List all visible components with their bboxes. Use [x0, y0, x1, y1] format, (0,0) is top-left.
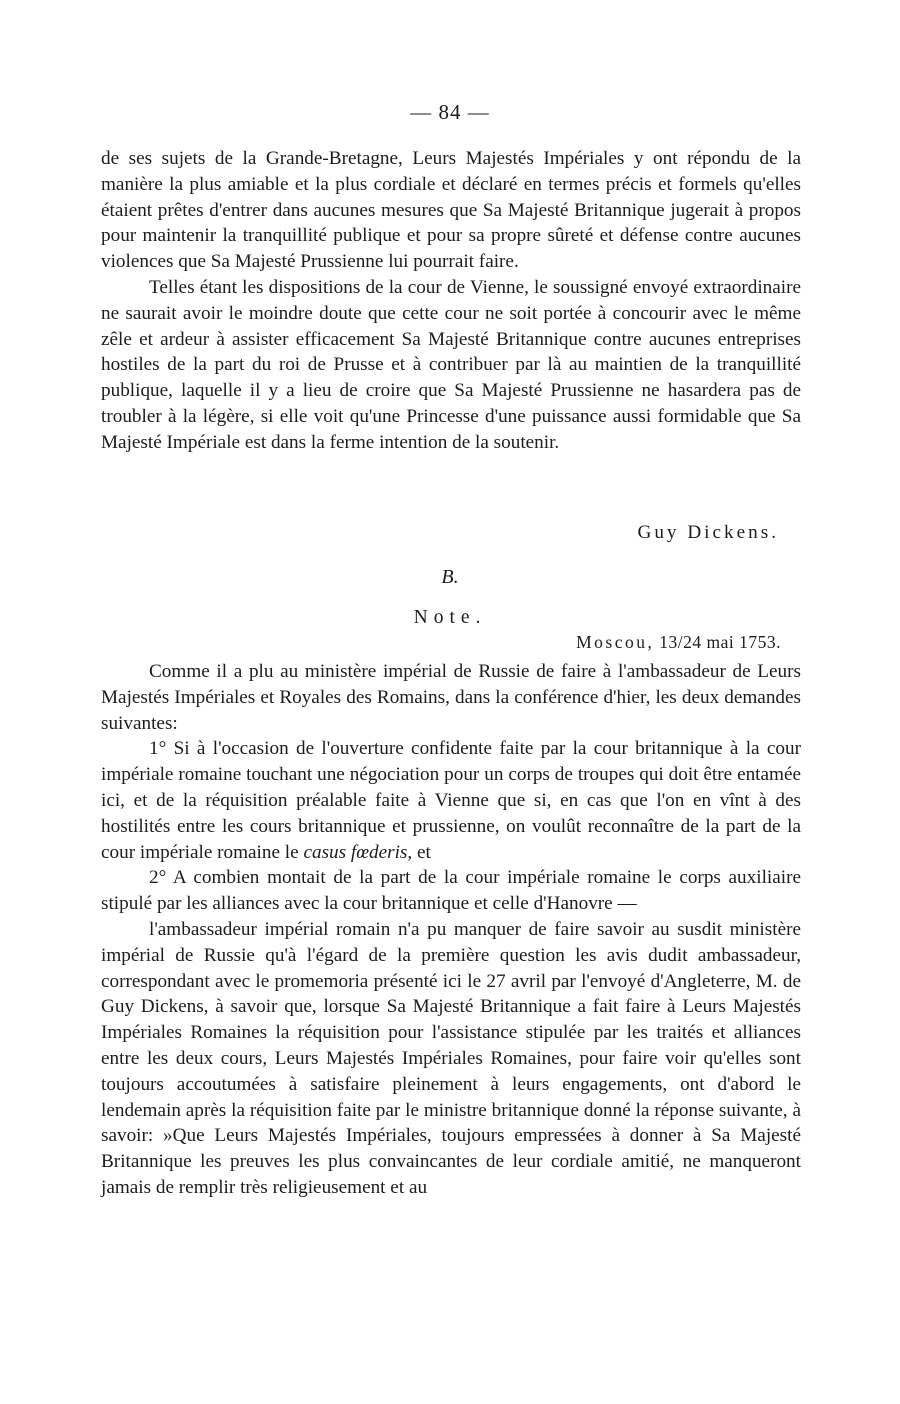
paragraph: 2° A combien montait de la part de la cour impériale romaine le corps auxiliaire stipulé par les alliances avec la cour britannique et celle d'Hanovre —	[101, 867, 801, 915]
body-text-top	[101, 146, 801, 456]
paragraph	[101, 736, 801, 865]
paragraph-text: 1° Si à l'occasion de l'ouverture confidente faite par la cour britannique à la cour impériale romaine touchant une négociation pour un corps de troupes qui doit être entamée ici, et de la réquisition préalable faite à Vienne que si, en cas que l'on en vînt à des hostilités entre les cours britannique et prussienne, on voulût reconnaître de la part de la cour impériale romaine le	[101, 738, 801, 863]
note-title: Note.	[413, 607, 487, 628]
italic-term: casus fœderis	[303, 841, 408, 863]
paragraph: de ses sujets de la Grande-Bretagne, Leurs Majestés Impériales y ont répondu de la manière la plus amiable et la plus cordiale et déclaré en termes précis et formels qu'elles étaient prêtes d'entrer dans aucunes mesures que Sa Majesté Britannique jugerait à propos pour maintenir la tranquillité publique et pour sa propre sûreté et défense contre aucunes violences que Sa Majesté Prussienne lui pourrait faire.	[101, 148, 801, 273]
paragraph: Comme il a plu au ministère impérial de Russie de faire à l'ambassadeur de Leurs Majestés Impériales et Royales des Romains, dans la conférence d'hier, les deux demandes suivantes:	[101, 661, 801, 734]
signature-block	[101, 522, 801, 548]
paragraph: Telles étant les dispositions de la cour de Vienne, le soussigné envoyé extraordinaire ne saurait avoir le moindre doute que cette cour ne soit portée à concourir avec le même zêle et ardeur à assister efficacement Sa Majesté Britannique contre aucunes entreprises hostiles de la part du roi de Prusse et à contribuer par là au maintien de la tranquillité publique, laquelle il y a lieu de croire que Sa Majesté Prussienne ne hasardera pas de troubler à la légère, si elle voit qu'une Princesse d'une puissance aussi formidable que Sa Majesté Impériale est dans la ferme intention de la soutenir.	[101, 276, 801, 453]
section-heading: B.	[441, 566, 459, 588]
paragraph: l'ambassadeur impérial romain n'a pu manquer de faire savoir au susdit ministère impérial de Russie qu'à l'égard de la première question les avis dudit ambassadeur, correspondant avec le promemoria présenté ici le 27 avril par l'envoyé d'Angleterre, M. de Guy Dickens, à savoir que, lorsque Sa Majesté Britannique a fait faire à Leurs Majestés Impériales Romaines la réquisition pour l'assistance stipulée par les traités et alliances entre les deux cours, Leurs Majestés Impériales Romaines, pour faire voir qu'elles sont toujours accoutumées à satisfaire pleinement à leurs engagements, ont d'abord le lendemain après la réquisition faite par le ministre britannique donné la réponse suivante, à savoir: »Que Leurs Majestés Impériales, toujours empressées à donner à Sa Majesté Britannique les preuves les plus convaincantes de leur cordiale amitié, ne manqueront jamais de remplir très religieusement et au	[101, 918, 801, 1198]
dateline	[576, 632, 781, 653]
dateline-place: Moscou,	[576, 632, 655, 652]
body-text-bottom	[101, 659, 801, 1201]
signature: Guy Dickens.	[637, 522, 779, 543]
dateline-date: 13/24 mai 1753.	[659, 632, 781, 652]
page-number: — 84 —	[410, 100, 490, 124]
paragraph-text: , et	[407, 841, 431, 863]
